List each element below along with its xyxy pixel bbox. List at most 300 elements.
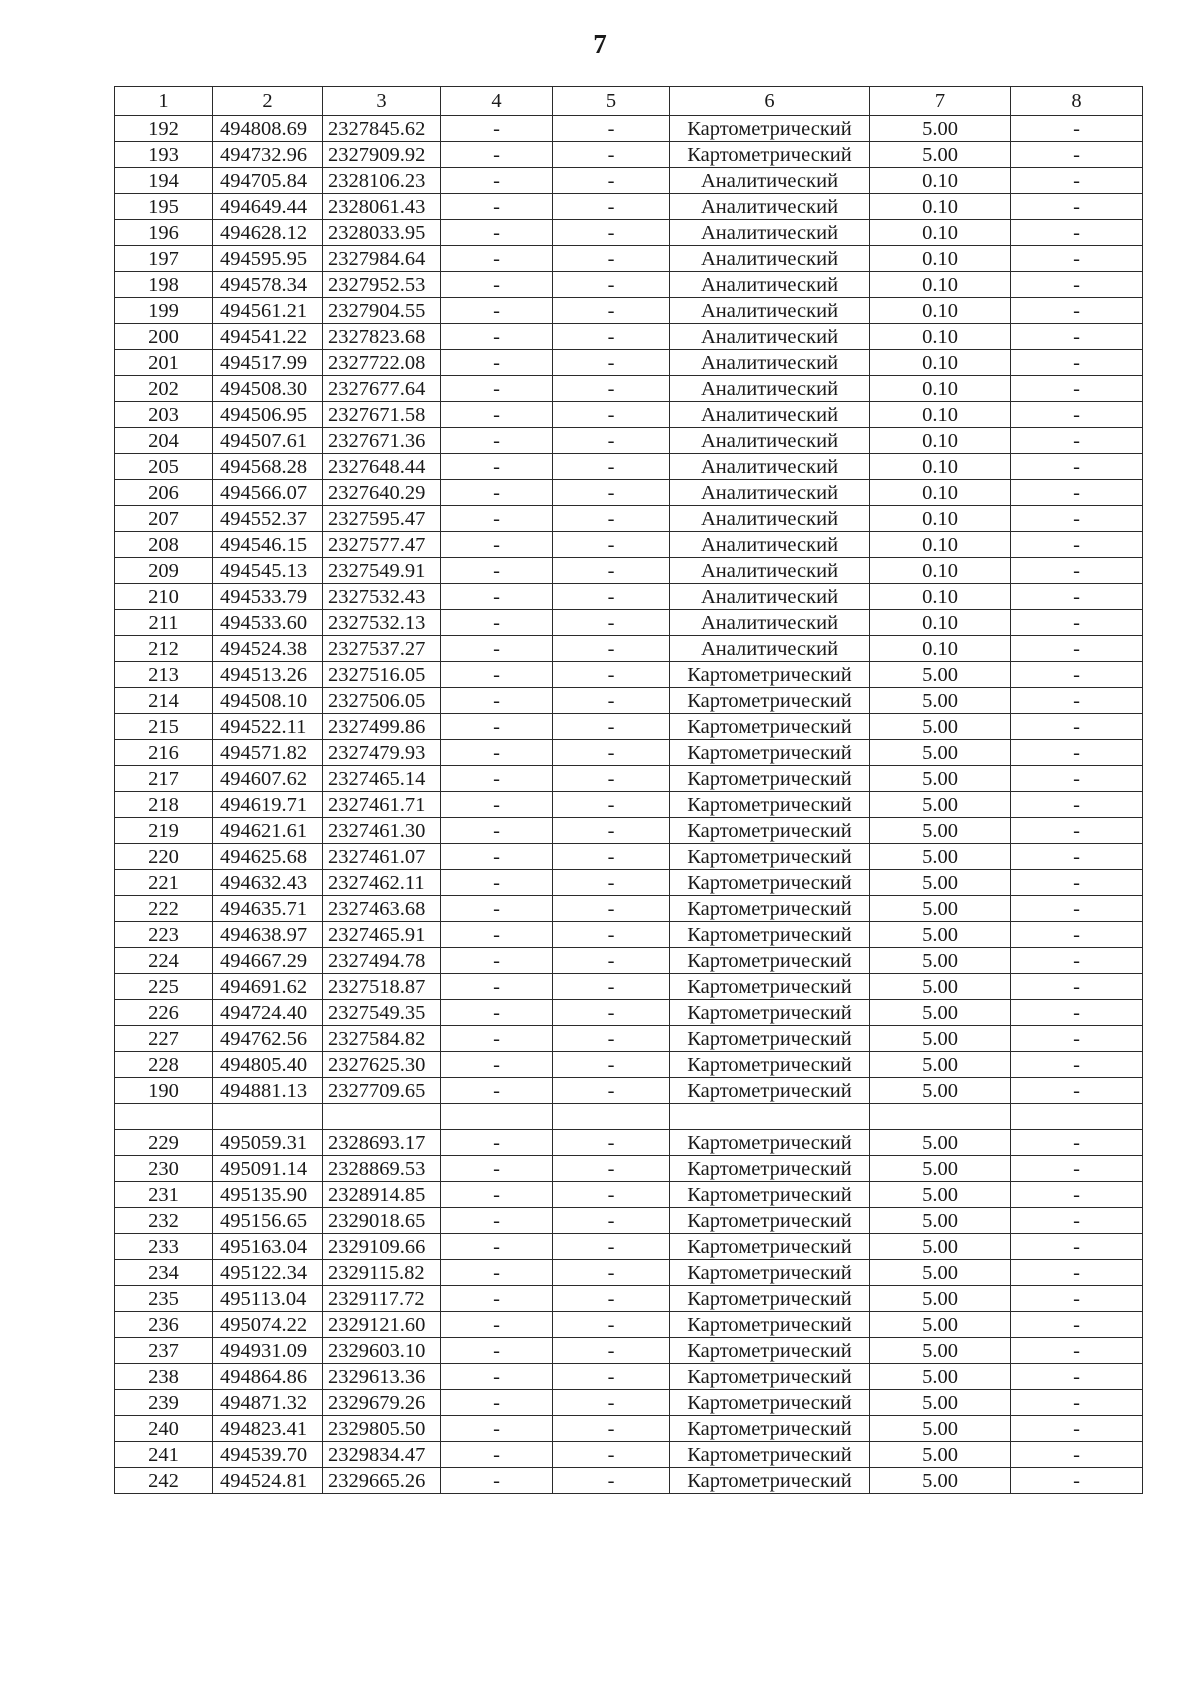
method-cell: Аналитический xyxy=(670,454,870,480)
accuracy-cell: 5.00 xyxy=(870,870,1011,896)
y-coordinate-cell: 2327845.62 xyxy=(323,116,441,142)
column-8-cell: - xyxy=(1011,792,1143,818)
x-coordinate-cell: 494571.82 xyxy=(213,740,323,766)
point-number-cell: 235 xyxy=(115,1286,213,1312)
column-8-cell: - xyxy=(1011,1078,1143,1104)
column-8-cell: - xyxy=(1011,896,1143,922)
x-coordinate-cell: 494533.79 xyxy=(213,584,323,610)
x-coordinate-cell: 494632.43 xyxy=(213,870,323,896)
method-cell: Картометрический xyxy=(670,948,870,974)
x-coordinate-cell: 494566.07 xyxy=(213,480,323,506)
y-coordinate-cell: 2327518.87 xyxy=(323,974,441,1000)
column-8-cell: - xyxy=(1011,1182,1143,1208)
column-4-cell: - xyxy=(441,272,553,298)
y-coordinate-cell: 2327595.47 xyxy=(323,506,441,532)
method-cell: Аналитический xyxy=(670,272,870,298)
column-5-cell: - xyxy=(553,454,670,480)
column-4-cell: - xyxy=(441,142,553,168)
column-4-cell: - xyxy=(441,168,553,194)
column-4-cell: - xyxy=(441,1130,553,1156)
accuracy-cell: 5.00 xyxy=(870,1026,1011,1052)
y-coordinate-cell: 2327648.44 xyxy=(323,454,441,480)
point-number-cell: 228 xyxy=(115,1052,213,1078)
y-coordinate-cell: 2327722.08 xyxy=(323,350,441,376)
column-8-cell: - xyxy=(1011,766,1143,792)
method-cell: Аналитический xyxy=(670,506,870,532)
y-coordinate-cell: 2328106.23 xyxy=(323,168,441,194)
x-coordinate-cell: 494762.56 xyxy=(213,1026,323,1052)
column-4-cell: - xyxy=(441,1468,553,1494)
column-8-cell: - xyxy=(1011,350,1143,376)
point-number-cell: 224 xyxy=(115,948,213,974)
method-cell: Картометрический xyxy=(670,116,870,142)
column-5-cell: - xyxy=(553,1156,670,1182)
y-coordinate-cell xyxy=(323,1104,441,1130)
point-number-cell: 214 xyxy=(115,688,213,714)
column-8-cell: - xyxy=(1011,610,1143,636)
x-coordinate-cell: 494628.12 xyxy=(213,220,323,246)
x-coordinate-cell: 494635.71 xyxy=(213,896,323,922)
column-5-cell: - xyxy=(553,532,670,558)
accuracy-cell: 0.10 xyxy=(870,194,1011,220)
table-row xyxy=(115,298,1143,324)
y-coordinate-cell: 2327479.93 xyxy=(323,740,441,766)
accuracy-cell: 5.00 xyxy=(870,818,1011,844)
point-number-cell: 211 xyxy=(115,610,213,636)
accuracy-cell: 5.00 xyxy=(870,1312,1011,1338)
x-coordinate-cell: 494595.95 xyxy=(213,246,323,272)
method-cell: Картометрический xyxy=(670,766,870,792)
column-4-cell: - xyxy=(441,1312,553,1338)
column-5-cell: - xyxy=(553,896,670,922)
column-4-cell: - xyxy=(441,844,553,870)
column-8-cell: - xyxy=(1011,1442,1143,1468)
x-coordinate-cell: 495163.04 xyxy=(213,1234,323,1260)
method-cell: Картометрический xyxy=(670,844,870,870)
point-number-cell: 201 xyxy=(115,350,213,376)
table-row xyxy=(115,974,1143,1000)
column-5-cell: - xyxy=(553,1052,670,1078)
table-row xyxy=(115,1000,1143,1026)
point-number-cell: 215 xyxy=(115,714,213,740)
point-number-cell: 240 xyxy=(115,1416,213,1442)
column-8-cell: - xyxy=(1011,1260,1143,1286)
column-5-cell: - xyxy=(553,272,670,298)
x-coordinate-cell: 494539.70 xyxy=(213,1442,323,1468)
point-number-cell: 203 xyxy=(115,402,213,428)
column-4-cell: - xyxy=(441,1416,553,1442)
y-coordinate-cell: 2329665.26 xyxy=(323,1468,441,1494)
method-cell: Картометрический xyxy=(670,1442,870,1468)
column-8-cell: - xyxy=(1011,818,1143,844)
x-coordinate-cell: 494864.86 xyxy=(213,1364,323,1390)
column-4-cell: - xyxy=(441,1286,553,1312)
accuracy-cell: 0.10 xyxy=(870,558,1011,584)
accuracy-cell: 5.00 xyxy=(870,896,1011,922)
point-number-cell: 197 xyxy=(115,246,213,272)
x-coordinate-cell: 494625.68 xyxy=(213,844,323,870)
method-cell: Картометрический xyxy=(670,1338,870,1364)
accuracy-cell: 0.10 xyxy=(870,480,1011,506)
column-4-cell: - xyxy=(441,714,553,740)
accuracy-cell: 5.00 xyxy=(870,740,1011,766)
accuracy-cell: 5.00 xyxy=(870,1442,1011,1468)
point-number-cell: 232 xyxy=(115,1208,213,1234)
column-4-cell: - xyxy=(441,922,553,948)
table-row xyxy=(115,142,1143,168)
column-5-cell: - xyxy=(553,194,670,220)
point-number-cell: 190 xyxy=(115,1078,213,1104)
method-cell: Картометрический xyxy=(670,1156,870,1182)
table-row xyxy=(115,1182,1143,1208)
column-4-cell: - xyxy=(441,220,553,246)
column-4-cell: - xyxy=(441,896,553,922)
column-8-cell: - xyxy=(1011,454,1143,480)
column-8-cell: - xyxy=(1011,194,1143,220)
y-coordinate-cell: 2327494.78 xyxy=(323,948,441,974)
x-coordinate-cell: 494508.10 xyxy=(213,688,323,714)
x-coordinate-cell: 494533.60 xyxy=(213,610,323,636)
accuracy-cell: 0.10 xyxy=(870,636,1011,662)
column-4-cell: - xyxy=(441,428,553,454)
column-8-cell: - xyxy=(1011,1130,1143,1156)
point-number-cell: 225 xyxy=(115,974,213,1000)
x-coordinate-cell: 494881.13 xyxy=(213,1078,323,1104)
column-8-cell: - xyxy=(1011,1026,1143,1052)
column-4-cell: - xyxy=(441,584,553,610)
column-8-cell: - xyxy=(1011,1390,1143,1416)
column-header: 7 xyxy=(870,87,1011,116)
method-cell: Аналитический xyxy=(670,350,870,376)
column-5-cell: - xyxy=(553,1468,670,1494)
column-4-cell: - xyxy=(441,948,553,974)
table-separator-row xyxy=(115,1104,1143,1130)
x-coordinate-cell: 494578.34 xyxy=(213,272,323,298)
method-cell xyxy=(670,1104,870,1130)
column-8-cell: - xyxy=(1011,844,1143,870)
point-number-cell: 220 xyxy=(115,844,213,870)
column-8-cell: - xyxy=(1011,1234,1143,1260)
column-5-cell: - xyxy=(553,922,670,948)
page-number: 7 xyxy=(593,29,607,59)
table-row xyxy=(115,324,1143,350)
column-5-cell: - xyxy=(553,1000,670,1026)
y-coordinate-cell: 2327671.36 xyxy=(323,428,441,454)
method-cell: Картометрический xyxy=(670,662,870,688)
x-coordinate-cell: 494508.30 xyxy=(213,376,323,402)
point-number-cell: 238 xyxy=(115,1364,213,1390)
table-row xyxy=(115,1364,1143,1390)
method-cell: Картометрический xyxy=(670,1260,870,1286)
column-4-cell: - xyxy=(441,1364,553,1390)
column-header: 5 xyxy=(553,87,670,116)
point-number-cell: 212 xyxy=(115,636,213,662)
method-cell: Аналитический xyxy=(670,402,870,428)
table-row xyxy=(115,584,1143,610)
column-5-cell: - xyxy=(553,662,670,688)
column-5-cell: - xyxy=(553,1260,670,1286)
accuracy-cell: 0.10 xyxy=(870,454,1011,480)
accuracy-cell: 5.00 xyxy=(870,792,1011,818)
column-8-cell: - xyxy=(1011,116,1143,142)
point-number-cell: 236 xyxy=(115,1312,213,1338)
column-5-cell: - xyxy=(553,506,670,532)
y-coordinate-cell: 2329018.65 xyxy=(323,1208,441,1234)
column-8-cell: - xyxy=(1011,272,1143,298)
y-coordinate-cell: 2327549.35 xyxy=(323,1000,441,1026)
method-cell: Аналитический xyxy=(670,168,870,194)
point-number-cell: 231 xyxy=(115,1182,213,1208)
accuracy-cell: 5.00 xyxy=(870,116,1011,142)
column-5-cell: - xyxy=(553,428,670,454)
column-header: 6 xyxy=(670,87,870,116)
y-coordinate-cell: 2327461.30 xyxy=(323,818,441,844)
point-number-cell: 198 xyxy=(115,272,213,298)
method-cell: Картометрический xyxy=(670,1468,870,1494)
table-row xyxy=(115,818,1143,844)
point-number-cell: 219 xyxy=(115,818,213,844)
method-cell: Аналитический xyxy=(670,376,870,402)
method-cell: Картометрический xyxy=(670,1234,870,1260)
column-4-cell: - xyxy=(441,1442,553,1468)
table-row xyxy=(115,1052,1143,1078)
method-cell: Картометрический xyxy=(670,1364,870,1390)
y-coordinate-cell: 2327952.53 xyxy=(323,272,441,298)
accuracy-cell: 5.00 xyxy=(870,1156,1011,1182)
column-8-cell: - xyxy=(1011,168,1143,194)
column-5-cell: - xyxy=(553,1442,670,1468)
column-4-cell: - xyxy=(441,662,553,688)
table-row xyxy=(115,1208,1143,1234)
accuracy-cell: 0.10 xyxy=(870,428,1011,454)
column-5-cell: - xyxy=(553,324,670,350)
column-5-cell: - xyxy=(553,740,670,766)
y-coordinate-cell: 2328033.95 xyxy=(323,220,441,246)
column-5-cell: - xyxy=(553,1182,670,1208)
table-row xyxy=(115,844,1143,870)
accuracy-cell: 0.10 xyxy=(870,350,1011,376)
point-number-cell: 237 xyxy=(115,1338,213,1364)
column-5-cell: - xyxy=(553,974,670,1000)
column-5-cell: - xyxy=(553,766,670,792)
column-4-cell: - xyxy=(441,636,553,662)
column-4-cell: - xyxy=(441,350,553,376)
table-row xyxy=(115,1312,1143,1338)
column-4-cell: - xyxy=(441,1026,553,1052)
column-5-cell: - xyxy=(553,792,670,818)
method-cell: Картометрический xyxy=(670,714,870,740)
column-4-cell: - xyxy=(441,1390,553,1416)
table-row xyxy=(115,350,1143,376)
y-coordinate-cell: 2329834.47 xyxy=(323,1442,441,1468)
point-number-cell: 199 xyxy=(115,298,213,324)
point-number-cell: 207 xyxy=(115,506,213,532)
column-5-cell: - xyxy=(553,558,670,584)
y-coordinate-cell: 2327532.13 xyxy=(323,610,441,636)
table-row xyxy=(115,1390,1143,1416)
column-5-cell: - xyxy=(553,688,670,714)
x-coordinate-cell: 494506.95 xyxy=(213,402,323,428)
x-coordinate-cell: 494724.40 xyxy=(213,1000,323,1026)
method-cell: Картометрический xyxy=(670,974,870,1000)
column-8-cell: - xyxy=(1011,1052,1143,1078)
table-row xyxy=(115,246,1143,272)
method-cell: Картометрический xyxy=(670,1312,870,1338)
column-8-cell xyxy=(1011,1104,1143,1130)
point-number-cell: 202 xyxy=(115,376,213,402)
column-8-cell: - xyxy=(1011,1156,1143,1182)
y-coordinate-cell: 2329117.72 xyxy=(323,1286,441,1312)
method-cell: Картометрический xyxy=(670,142,870,168)
method-cell: Картометрический xyxy=(670,1286,870,1312)
accuracy-cell: 0.10 xyxy=(870,506,1011,532)
y-coordinate-cell: 2328693.17 xyxy=(323,1130,441,1156)
accuracy-cell xyxy=(870,1104,1011,1130)
column-8-cell: - xyxy=(1011,428,1143,454)
table-header-row xyxy=(115,87,1143,116)
x-coordinate-cell: 494545.13 xyxy=(213,558,323,584)
column-5-cell: - xyxy=(553,610,670,636)
y-coordinate-cell: 2327463.68 xyxy=(323,896,441,922)
column-8-cell: - xyxy=(1011,142,1143,168)
x-coordinate-cell: 494871.32 xyxy=(213,1390,323,1416)
column-5-cell: - xyxy=(553,948,670,974)
x-coordinate-cell: 495074.22 xyxy=(213,1312,323,1338)
table-row xyxy=(115,1442,1143,1468)
y-coordinate-cell: 2327823.68 xyxy=(323,324,441,350)
method-cell: Картометрический xyxy=(670,740,870,766)
table-row xyxy=(115,896,1143,922)
column-4-cell: - xyxy=(441,194,553,220)
column-8-cell: - xyxy=(1011,246,1143,272)
column-4-cell xyxy=(441,1104,553,1130)
x-coordinate-cell: 494667.29 xyxy=(213,948,323,974)
method-cell: Аналитический xyxy=(670,298,870,324)
x-coordinate-cell: 494546.15 xyxy=(213,532,323,558)
column-5-cell: - xyxy=(553,116,670,142)
method-cell: Картометрический xyxy=(670,1130,870,1156)
column-8-cell: - xyxy=(1011,324,1143,350)
column-4-cell: - xyxy=(441,870,553,896)
accuracy-cell: 0.10 xyxy=(870,376,1011,402)
method-cell: Картометрический xyxy=(670,1182,870,1208)
y-coordinate-cell: 2329805.50 xyxy=(323,1416,441,1442)
method-cell: Аналитический xyxy=(670,220,870,246)
column-8-cell: - xyxy=(1011,220,1143,246)
y-coordinate-cell: 2327537.27 xyxy=(323,636,441,662)
accuracy-cell: 0.10 xyxy=(870,246,1011,272)
x-coordinate-cell: 495135.90 xyxy=(213,1182,323,1208)
column-5-cell xyxy=(553,1104,670,1130)
accuracy-cell: 5.00 xyxy=(870,1338,1011,1364)
column-5-cell: - xyxy=(553,168,670,194)
column-5-cell: - xyxy=(553,1026,670,1052)
column-4-cell: - xyxy=(441,532,553,558)
method-cell: Аналитический xyxy=(670,480,870,506)
y-coordinate-cell: 2327465.91 xyxy=(323,922,441,948)
point-number-cell: 222 xyxy=(115,896,213,922)
x-coordinate-cell: 494649.44 xyxy=(213,194,323,220)
table-row xyxy=(115,1234,1143,1260)
accuracy-cell: 0.10 xyxy=(870,584,1011,610)
method-cell: Аналитический xyxy=(670,324,870,350)
column-8-cell: - xyxy=(1011,584,1143,610)
table-row xyxy=(115,870,1143,896)
x-coordinate-cell: 495122.34 xyxy=(213,1260,323,1286)
point-number-cell: 218 xyxy=(115,792,213,818)
table-row xyxy=(115,116,1143,142)
column-4-cell: - xyxy=(441,974,553,1000)
column-8-cell: - xyxy=(1011,688,1143,714)
accuracy-cell: 5.00 xyxy=(870,1052,1011,1078)
table-row xyxy=(115,1338,1143,1364)
y-coordinate-cell: 2327671.58 xyxy=(323,402,441,428)
column-8-cell: - xyxy=(1011,1000,1143,1026)
column-8-cell: - xyxy=(1011,532,1143,558)
y-coordinate-cell: 2327462.11 xyxy=(323,870,441,896)
table-row xyxy=(115,1260,1143,1286)
column-8-cell: - xyxy=(1011,376,1143,402)
point-number-cell xyxy=(115,1104,213,1130)
point-number-cell: 196 xyxy=(115,220,213,246)
x-coordinate-cell: 494732.96 xyxy=(213,142,323,168)
x-coordinate-cell: 494561.21 xyxy=(213,298,323,324)
y-coordinate-cell: 2327677.64 xyxy=(323,376,441,402)
accuracy-cell: 5.00 xyxy=(870,714,1011,740)
column-5-cell: - xyxy=(553,636,670,662)
accuracy-cell: 5.00 xyxy=(870,142,1011,168)
point-number-cell: 210 xyxy=(115,584,213,610)
table-row xyxy=(115,454,1143,480)
column-8-cell: - xyxy=(1011,714,1143,740)
column-5-cell: - xyxy=(553,844,670,870)
column-5-cell: - xyxy=(553,220,670,246)
x-coordinate-cell: 494568.28 xyxy=(213,454,323,480)
y-coordinate-cell: 2329603.10 xyxy=(323,1338,441,1364)
table-row xyxy=(115,480,1143,506)
point-number-cell: 213 xyxy=(115,662,213,688)
y-coordinate-cell: 2329109.66 xyxy=(323,1234,441,1260)
y-coordinate-cell: 2327499.86 xyxy=(323,714,441,740)
table-row xyxy=(115,506,1143,532)
accuracy-cell: 5.00 xyxy=(870,1234,1011,1260)
accuracy-cell: 0.10 xyxy=(870,532,1011,558)
accuracy-cell: 0.10 xyxy=(870,610,1011,636)
point-number-cell: 233 xyxy=(115,1234,213,1260)
accuracy-cell: 5.00 xyxy=(870,688,1011,714)
x-coordinate-cell: 495113.04 xyxy=(213,1286,323,1312)
y-coordinate-cell: 2327577.47 xyxy=(323,532,441,558)
column-8-cell: - xyxy=(1011,402,1143,428)
method-cell: Аналитический xyxy=(670,194,870,220)
table-row xyxy=(115,922,1143,948)
y-coordinate-cell: 2327516.05 xyxy=(323,662,441,688)
y-coordinate-cell: 2329121.60 xyxy=(323,1312,441,1338)
column-8-cell: - xyxy=(1011,1312,1143,1338)
column-8-cell: - xyxy=(1011,922,1143,948)
column-4-cell: - xyxy=(441,506,553,532)
method-cell: Аналитический xyxy=(670,584,870,610)
y-coordinate-cell: 2327909.92 xyxy=(323,142,441,168)
column-4-cell: - xyxy=(441,1000,553,1026)
y-coordinate-cell: 2327461.71 xyxy=(323,792,441,818)
accuracy-cell: 5.00 xyxy=(870,1130,1011,1156)
method-cell: Аналитический xyxy=(670,610,870,636)
point-number-cell: 200 xyxy=(115,324,213,350)
method-cell: Картометрический xyxy=(670,688,870,714)
table-row xyxy=(115,636,1143,662)
x-coordinate-cell: 494517.99 xyxy=(213,350,323,376)
